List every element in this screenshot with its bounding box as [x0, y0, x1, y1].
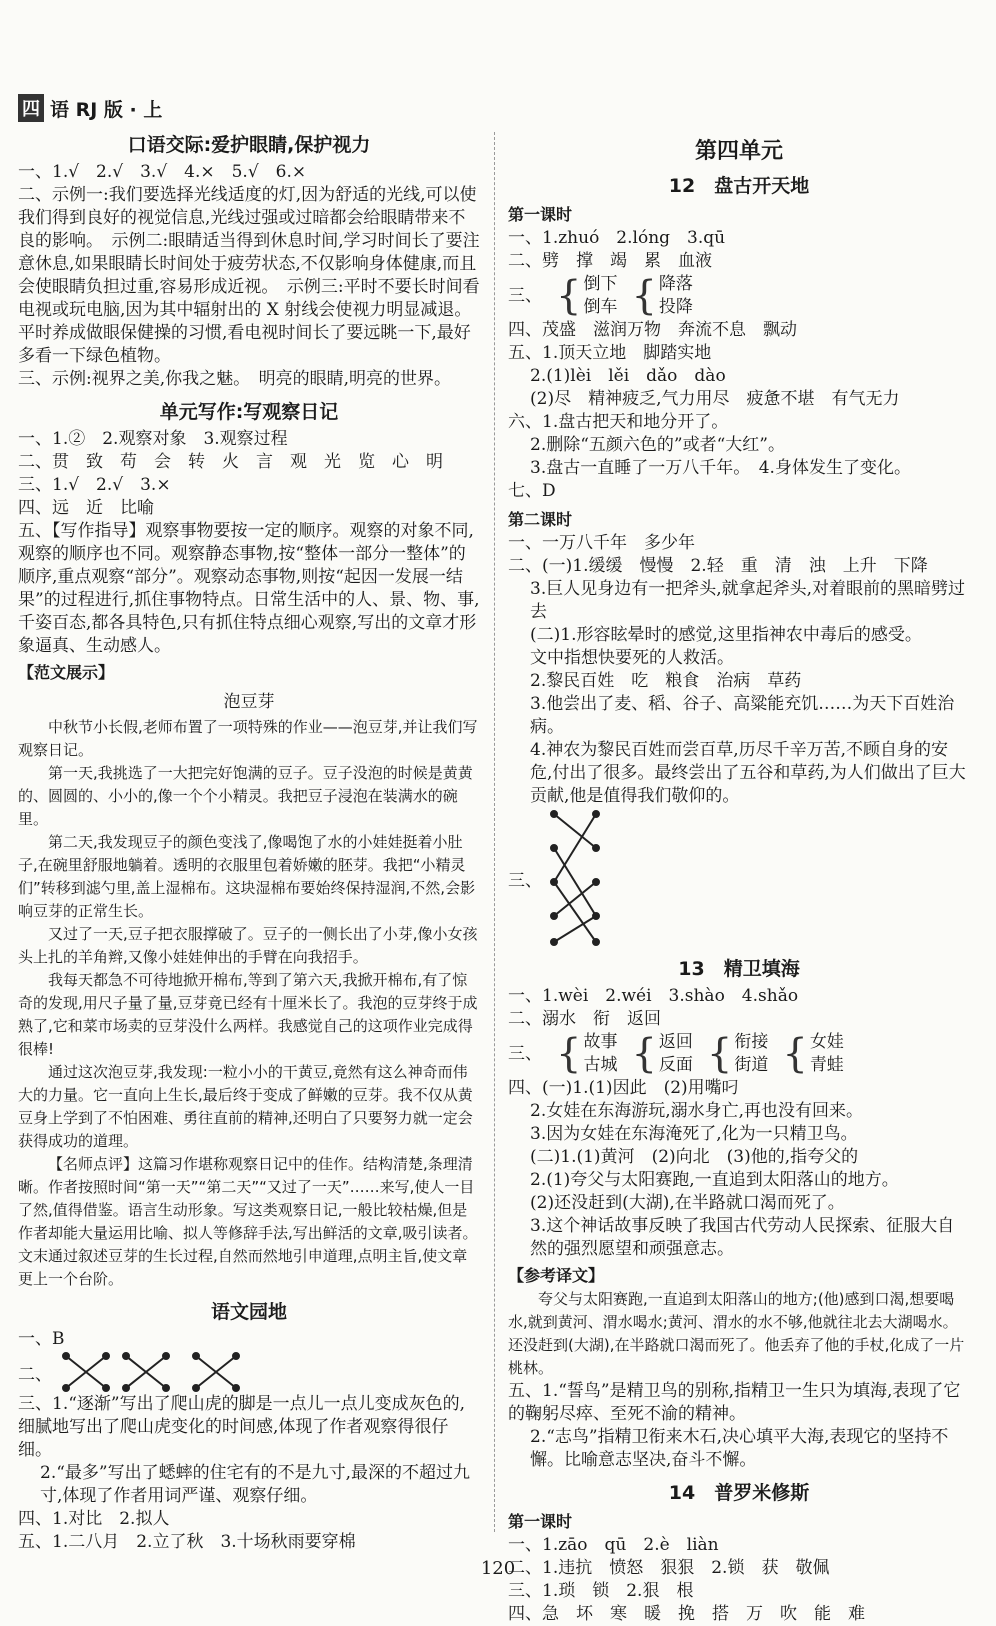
answer-line: 四、茂盛 滋润万物 奔流不息 飘动	[508, 320, 797, 340]
word: 投降	[658, 297, 693, 317]
answer-line: 一、B	[18, 1329, 65, 1349]
brace-icon: {	[706, 1031, 733, 1077]
answer-line: 四、(一)1.(1)因此 (2)用嘴叼	[508, 1078, 739, 1098]
word-pair	[556, 273, 617, 319]
matching-lines-figure	[548, 808, 608, 948]
answer-line: 文中指想快要死的人救活。	[530, 648, 734, 668]
word-groups	[508, 273, 970, 319]
answer-line: 四、急 坏 寒 暖 挽 搭 万 吹 能 难	[508, 1604, 865, 1624]
answer-line: 四、远 近 比喻	[18, 498, 154, 518]
brace-icon: {	[782, 1031, 808, 1077]
lesson-title: 12 盘古开天地	[668, 175, 810, 197]
right-column	[508, 124, 970, 1626]
page-header	[18, 94, 162, 122]
answer-line: 3.盘古一直睡了一万八千年。 4.身体发生了变化。	[530, 458, 911, 478]
answer-line: 三、1.√ 2.√ 3.×	[18, 475, 171, 495]
brace-icon: {	[631, 273, 657, 319]
answer-line: 一、1.zhuó 2.lóng 3.qū	[508, 228, 726, 248]
word: 降落	[658, 274, 693, 294]
word: 青蛙	[809, 1055, 844, 1075]
period-title: 第一课时	[508, 205, 573, 224]
lesson-title: 13 精卫填海	[678, 958, 800, 980]
answer-line: 2.删除“五颜六色的”或者“大红”。	[530, 435, 785, 455]
period-title: 第二课时	[508, 510, 573, 529]
answer-line: 3.因为女娃在东海淹死了,化为一只精卫鸟。	[530, 1124, 858, 1144]
essay-tag: 【范文展示】	[18, 663, 115, 682]
brace-icon: {	[631, 1031, 657, 1077]
translation-paragraph: 夸父与太阳赛跑,一直追到太阳落山的地方;(他)感到口渴,想要喝水,就到黄河、渭水喝水;黄河、渭水的水不够,他就往北去大湖喝水。还没赶到(大湖),在半路就口渴而死了。他丢弃了他的手杖,化成了一片桃林。	[508, 1290, 965, 1377]
essay-paragraph: 又过了一天,豆子把衣服撑破了。豆子的一侧长出了小芽,像小女孩头上扎的羊角辫,又像小娃娃伸出的手臂在向我招手。	[18, 925, 478, 966]
answer-label: 二、	[18, 1364, 52, 1385]
answer-line: 2.(1)lèi lěi dǎo dào	[530, 366, 726, 386]
word-pair	[782, 1031, 843, 1077]
word: 古城	[583, 1055, 618, 1075]
essay-paragraph: 第二天,我发现豆子的颜色变浅了,像喝饱了水的小娃娃挺着小肚子,在碗里舒服地躺着。透明的衣服里包着娇嫩的胚芽。我把“小精灵们”转移到滤勺里,盖上湿棉布。这块湿棉布要始终保持湿润,不然,会影响豆芽的正常生长。	[18, 833, 476, 920]
translation-tag: 【参考译文】	[508, 1266, 605, 1285]
lesson-title: 14 普罗米修斯	[668, 1482, 810, 1504]
word: 女娃	[809, 1032, 844, 1052]
section-title: 口语交际:爱护眼睛,保护视力	[127, 134, 371, 156]
answer-line: 七、D	[508, 481, 556, 501]
word-pair	[631, 273, 692, 319]
essay-paragraph: 我每天都急不可待地掀开棉布,等到了第六天,我掀开棉布,有了惊奇的发现,用尺子量了量,豆芽竟已经有十厘米长了。我泡的豆芽终于成熟了,它和菜市场卖的豆芽没什么两样。我感觉自己的这项作业完成得很棒!	[18, 971, 478, 1058]
answer-line: 2.“志鸟”指精卫衔来木石,决心填平大海,表现它的坚持不懈。比喻意志坚决,奋斗不懈。	[530, 1427, 949, 1470]
answer-line: 2.“最多”写出了蟋蟀的住宅有的不是九寸,最深的不超过九寸,体现了作者用词严谨、观察仔细。	[40, 1463, 471, 1506]
answer-line: 三、1.“逐渐”写出了爬山虎的脚是一点儿一点儿变成灰色的,细腻地写出了爬山虎变化的时间感,体现了作者观察得很仔细。	[18, 1394, 466, 1460]
answer-line: 2.黎民百姓 吃 粮食 治病 草药	[530, 671, 802, 691]
matching-answer	[18, 1351, 480, 1393]
answer-line: 二、(一)1.缓缓 慢慢 2.轻 重 清 浊 上升 下降	[508, 556, 928, 576]
answer-line: 五、【写作指导】观察事物要按一定的顺序。观察的对象不同,观察的顺序也不同。观察静态事物,按“整体一部分一整体”的顺序,重点观察“部分”。观察动态事物,则按“起因一发展一结果”的过程进行,抓住事物特点。日常生活中的人、景、物、事,千姿百态,都各具特色,只有抓住特点细心观察,写出的文章才形象逼真、生动感人。	[18, 521, 480, 656]
word: 衔接	[734, 1032, 769, 1052]
answer-label: 三、	[508, 870, 542, 891]
answer-line: 2.(1)夸父与太阳赛跑,一直追到太阳落山的地方。	[530, 1170, 899, 1190]
answer-line: 3.这个神话故事反映了我国古代劳动人民探索、征服大自然的强烈愿望和顽强意志。	[530, 1216, 955, 1259]
word: 反面	[658, 1055, 693, 1075]
answer-line: 五、1.二八月 2.立了秋 3.十场秋雨要穿棉	[18, 1532, 356, 1552]
unit-title: 第四单元	[694, 139, 783, 164]
word: 倒下	[583, 274, 618, 294]
answer-line: (2)尽 精神疲乏,气力用尽 疲惫不堪 有气无力	[530, 389, 900, 409]
answer-line: 一、1.√ 2.√ 3.√ 4.× 5.√ 6.×	[18, 162, 307, 182]
word-groups	[508, 1031, 970, 1077]
word: 故事	[583, 1032, 618, 1052]
essay-paragraph: 中秋节小长假,老师布置了一项特殊的作业——泡豆芽,并让我们写观察日记。	[18, 718, 478, 759]
page-number: 120	[480, 1558, 516, 1579]
answer-line: 六、1.盘古把天和地分开了。	[508, 412, 729, 432]
answer-label: 三、	[508, 285, 542, 306]
brace-icon: {	[556, 273, 582, 319]
answer-line: 三、示例:视界之美,你我之魅。 明亮的眼睛,明亮的世界。	[18, 369, 452, 389]
answer-line: 四、1.对比 2.拟人	[18, 1509, 170, 1529]
matching-lines-figure	[58, 1351, 258, 1393]
word: 返回	[658, 1032, 693, 1052]
answer-line: 五、1.“誓鸟”是精卫鸟的别称,指精卫一生只为填海,表现了它的鞠躬尽瘁、至死不渝的精神。	[508, 1381, 961, 1424]
column-divider	[494, 132, 495, 1532]
word-pair	[631, 1031, 692, 1077]
answer-line: 五、1.顶天立地 脚踏实地	[508, 343, 712, 363]
answer-line: (2)还没赶到(大湖),在半路就口渴而死了。	[530, 1193, 845, 1213]
answer-line: 2.女娃在东海游玩,溺水身亡,再也没有回来。	[530, 1101, 864, 1121]
answer-line: 一、一万八千年 多少年	[508, 533, 695, 553]
answer-line: 一、1.② 2.观察对象 3.观察过程	[18, 429, 288, 449]
review-paragraph: 【名师点评】这篇习作堪称观察日记中的佳作。结构清楚,条理清晰。作者按照时间“第一天”“第二天”“又过了一天”……来写,使人一目了然,值得借鉴。语言生动形象。写这类观察日记,一般比较枯燥,但是作者却能大量运用比喻、拟人等修辞手法,写出鲜活的文章,吸引读者。文末通过叙述豆芽的生长过程,自然而然地引申道理,点明主旨,使文章更上一个台阶。	[18, 1155, 478, 1288]
word: 倒车	[583, 297, 618, 317]
answer-line: 4.神农为黎民百姓而尝百草,历尽千辛万苦,不顾自身的安危,付出了很多。最终尝出了五谷和草药,为人们做出了巨大贡献,他是值得我们敬仰的。	[530, 740, 966, 806]
answer-line: (二)1.(1)黄河 (2)向北 (3)他的,指夸父的	[530, 1147, 859, 1167]
essay-paragraph: 通过这次泡豆芽,我发现:一粒小小的干黄豆,竟然有这么神奇而伟大的力量。它一直向上生长,最后终于变成了鲜嫩的豆芽。我不仅从黄豆身上学到了不怕困难、勇往直前的精神,还明白了只要努力就一定会获得成功的道理。	[18, 1063, 473, 1150]
left-column	[18, 124, 480, 1554]
answer-line: 二、1.违抗 愤怒 狠狠 2.锁 获 敬佩	[508, 1558, 830, 1578]
answer-line: 二、示例一:我们要选择光线适度的灯,因为舒适的光线,可以使我们得到良好的视觉信息,光线过强或过暗都会给眼睛带来不良的影响。 示例二:眼睛适当得到休息时间,学习时间长了要注意休息,如果眼睛长时间处于疲劳状态,不仅影响身体健康,而且会使眼睛负担过重,容易形成近视。 示例三:平时不要长时间看电视或玩电脑,因为其中辐射出的 X 射线会使视力明显减退。平时养成做眼保健操的习惯,看电视时间长了要远眺一下,最好多看一下绿色植物。	[18, 185, 480, 366]
period-title: 第一课时	[508, 1512, 573, 1531]
edition-label: 语 RJ 版 · 上	[50, 98, 163, 121]
essay-paragraph: 第一天,我挑选了一大把完好饱满的豆子。豆子没泡的时候是黄黄的、圆圆的、小小的,像一个个小精灵。我把豆子浸泡在装满水的碗里。	[18, 764, 473, 828]
word-pair	[556, 1031, 617, 1077]
essay-title: 泡豆芽	[223, 692, 275, 712]
word-pair	[707, 1031, 768, 1077]
answer-line: 三、1.琐 锁 2.狠 根	[508, 1581, 694, 1601]
word: 街道	[734, 1055, 769, 1075]
section-title: 语文园地	[210, 1301, 287, 1323]
answer-line: 3.巨人见身边有一把斧头,就拿起斧头,对着眼前的黑暗劈过去	[530, 579, 966, 622]
answer-line: (二)1.形容眩晕时的感觉,这里指神农中毒后的感受。	[530, 625, 922, 645]
grade-badge: 四	[18, 94, 44, 122]
answer-label: 三、	[508, 1043, 542, 1064]
answer-line: 二、溺水 衔 返回	[508, 1009, 661, 1029]
section-title: 单元写作:写观察日记	[159, 401, 339, 423]
answer-line: 一、1.wèi 2.wéi 3.shào 4.shǎo	[508, 986, 799, 1006]
answer-line: 二、贯 致 苟 会 转 火 言 观 光 览 心 明	[18, 452, 443, 472]
matching-answer	[508, 808, 970, 948]
answer-line: 一、1.zāo qū 2.è liàn	[508, 1535, 719, 1555]
answer-line: 二、劈 撑 竭 累 血液	[508, 251, 712, 271]
brace-icon: {	[556, 1031, 582, 1077]
answer-line: 3.他尝出了麦、稻、谷子、高粱能充饥……为天下百姓治病。	[530, 694, 955, 737]
